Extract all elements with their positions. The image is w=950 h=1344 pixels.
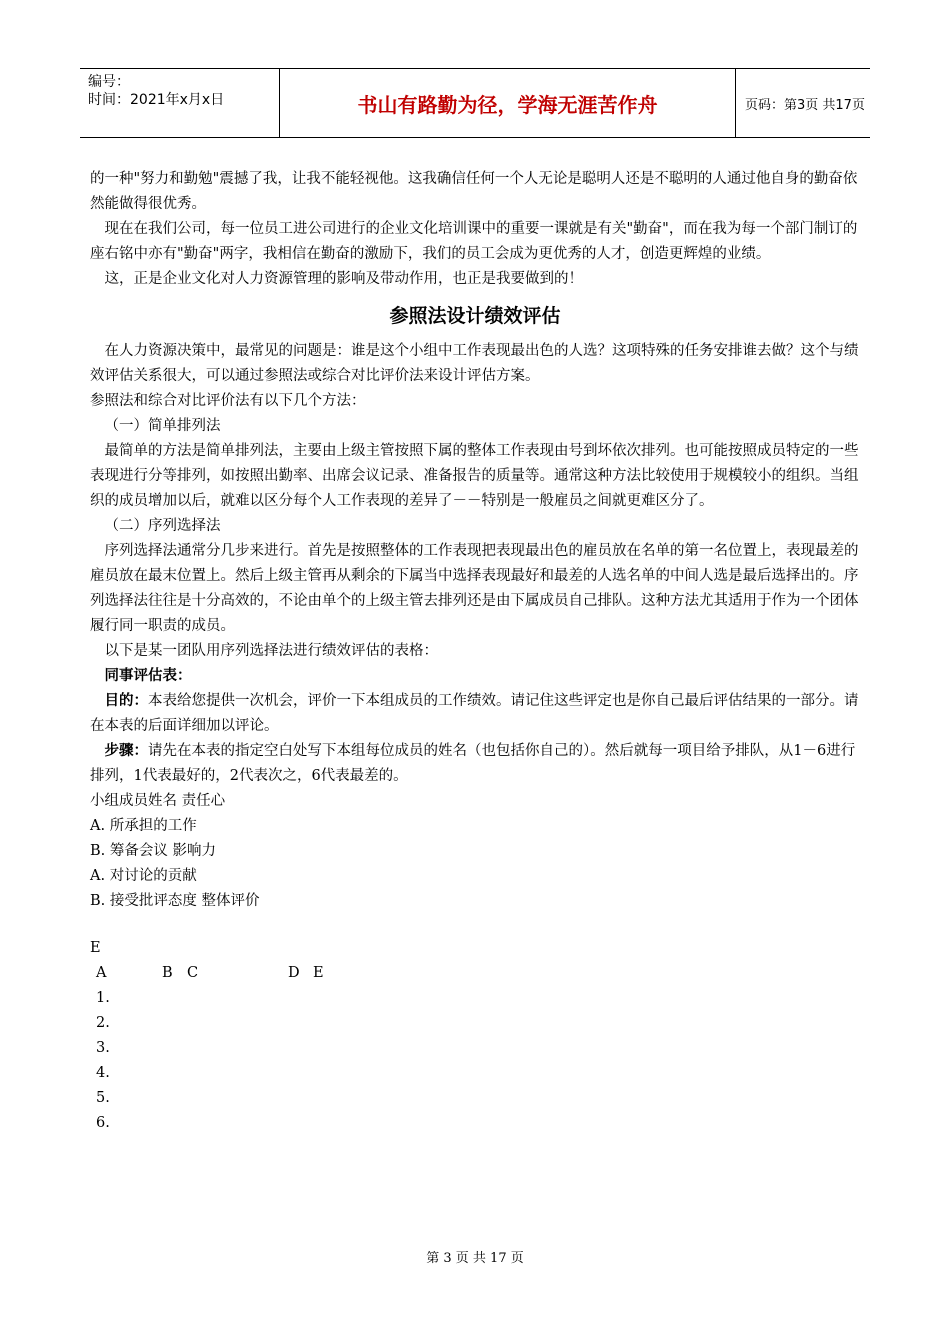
table-row: 2. (96, 1015, 110, 1031)
col-header: A (96, 965, 107, 981)
page-header (80, 68, 870, 138)
steps-paragraph (90, 739, 860, 789)
col-header: E (313, 965, 324, 981)
col-header: B (162, 965, 173, 981)
header-page-label: 页码：第3页 共17页 (745, 97, 865, 113)
table-header-row (90, 961, 860, 986)
paragraph: 这，正是企业文化对人力资源管理的影响及带动作用，也正是我要做到的！ (104, 271, 583, 287)
list-item: B. 筹备会议 影响力 (90, 843, 216, 859)
purpose-paragraph (90, 689, 860, 739)
method2-heading: （二）序列选择法 (104, 518, 221, 534)
list-item: A. 所承担的工作 (90, 818, 197, 834)
header-motto: 书山有路勤为径，学海无涯苦作舟 (280, 69, 736, 137)
col-header: D (288, 965, 300, 981)
table-row: 5. (96, 1090, 110, 1106)
header-meta (80, 69, 280, 137)
table-row: 3. (96, 1040, 110, 1056)
table-row: 4. (96, 1065, 110, 1081)
paragraph: 的一种"努力和勤勉"震撼了我，让我不能轻视他。这我确信任何一个人无论是聪明人还是不聪明的人通过他自身的勤奋依然能做得很优秀。 (90, 171, 858, 212)
intro-paragraph: 在人力资源决策中，最常见的问题是：谁是这个小组中工作表现最出色的人选？这项特殊的任务安排谁去做？这个与绩效评估关系很大，可以通过参照法或综合对比评价法来设计评估方案。 (90, 343, 859, 384)
section-title: 参照法设计绩效评估 (389, 305, 561, 327)
page-footer: 第 3 页 共 17 页 (426, 1251, 524, 1266)
method2-text: 序列选择法通常分几步来进行。首先是按照整体的工作表现把表现最出色的雇员放在名单的第一名位置上，表现最差的雇员放在最末位置上。然后上级主管再从剩余的下属当中选择表现最好和最差的人选名单的中间人选是最后选择出的。序列选择法往往是十分高效的，不论由单个的上级主管去排列还是由下属成员自己排队。这种方法尤其适用于作为一个团体履行同一职责的成员。 (90, 543, 859, 634)
col-header: C (187, 965, 199, 981)
table-intro: 以下是某一团队用序列选择法进行绩效评估的表格： (104, 643, 438, 659)
number-label: 编号： (88, 74, 130, 90)
purpose-label: 目的： (104, 693, 148, 709)
method1-text: 最简单的方法是简单排列法，主要由上级主管按照下属的整体工作表现由号到坏依次排列。也可能按照成员特定的一些表现进行分等排列，如按照出勤率、出席会议记录、准备报告的质量等。通常这种方法比较使用于规模较小的组织。当组织的成员增加以后，就难以区分每个人工作表现的差异了－－特别是一般雇员之间就更难区分了。 (90, 443, 859, 509)
table-row: 6. (96, 1115, 110, 1131)
list-item: B. 接受批评态度 整体评价 (90, 893, 260, 909)
list-item: A. 对讨论的贡献 (90, 868, 197, 884)
table-e-label: E (90, 940, 101, 956)
methods-line: 参照法和综合对比评价法有以下几个方法： (90, 393, 366, 409)
method1-heading: （一）简单排列法 (104, 418, 221, 434)
steps-text: 请先在本表的指定空白处写下本组每位成员的姓名（也包括你自己的）。然后就每一项目给予排队，从1－6进行排列，1代表最好的，2代表次之，6代表最差的。 (90, 743, 856, 784)
paragraph: 现在在我们公司，每一位员工进公司进行的企业文化培训课中的重要一课就是有关"勤奋"，而在我为每一个部门制订的座右铭中亦有"勤奋"两字，我相信在勤奋的激励下，我们的员工会成为更优秀的人才，创造更辉煌的业绩。 (90, 221, 858, 262)
steps-label: 步骤： (104, 743, 148, 759)
form-title: 同事评估表： (104, 668, 192, 684)
purpose-text: 本表给您提供一次机会，评价一下本组成员的工作绩效。请记住这些评定也是你自己最后评估结果的一部分。请在本表的后面详细加以评论。 (90, 693, 859, 734)
list-item: 小组成员姓名 责任心 (90, 793, 226, 809)
date-label: 时间：2021年x月x日 (88, 92, 225, 108)
document-body (90, 167, 860, 1136)
table-row: 1. (96, 990, 110, 1006)
